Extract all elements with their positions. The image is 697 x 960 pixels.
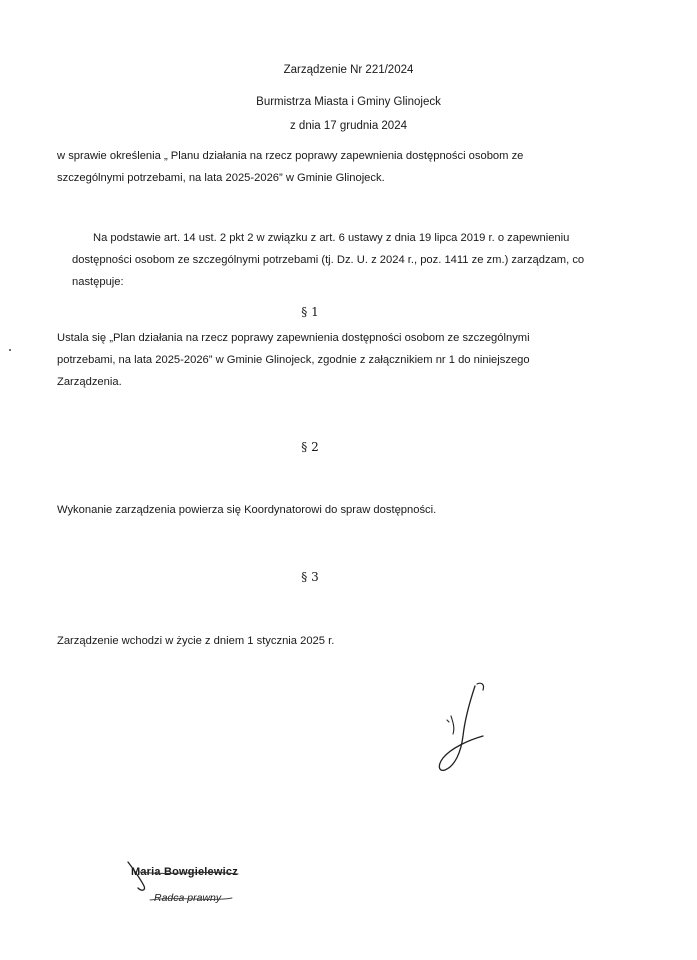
handwritten-signature-icon <box>425 678 505 778</box>
stamp-signature-icon <box>120 852 250 912</box>
section-2-text: Wykonanie zarządzenia powierza się Koordynatorowi do spraw dostępności. <box>57 504 437 516</box>
document-issuer: Burmistrza Miasta i Gminy Glinojeck <box>256 96 441 108</box>
preamble-paragraph <box>57 227 639 293</box>
subject-paragraph <box>57 145 637 189</box>
section-1-text <box>57 327 639 393</box>
subject-line-1: w sprawie określenia „ Planu działania na rzecz poprawy zapewnienia dostępności osobom ze <box>57 150 524 162</box>
stamp-role: Radca prawny <box>154 892 222 904</box>
section-3-text: Zarządzenie wchodzi w życie z dniem 1 stycznia 2025 r. <box>57 635 335 647</box>
stamp-name: Maria Bowgielewicz <box>131 866 238 878</box>
preamble-line-2: dostępności osobom ze szczególnymi potrzebami (tj. Dz. U. z 2024 r., poz. 1411 ze zm.) zarządzam, co <box>72 254 585 266</box>
section-1-symbol: § 1 <box>301 305 319 319</box>
section-1-line-3: Zarządzenia. <box>57 376 122 388</box>
section-1-line-1: Ustala się „Plan działania na rzecz poprawy zapewnienia dostępności osobom ze szczególnymi <box>57 332 530 344</box>
document-date: z dnia 17 grudnia 2024 <box>289 120 407 132</box>
section-3-symbol: § 3 <box>301 570 319 584</box>
document-title: Zarządzenie Nr 221/2024 <box>283 64 414 76</box>
section-1-line-2: potrzebami, na lata 2025-2026” w Gminie Glinojeck, zgodnie z załącznikiem nr 1 do niniejszego <box>57 354 530 366</box>
preamble-line-1: Na podstawie art. 14 ust. 2 pkt 2 w związku z art. 6 ustawy z dnia 19 lipca 2019 r. o zapewnieniu <box>93 232 570 244</box>
scan-speck <box>9 349 11 351</box>
subject-line-2: szczególnymi potrzebami, na lata 2025-2026” w Gminie Glinojeck. <box>57 172 385 184</box>
preamble-line-3: następuje: <box>72 276 124 288</box>
section-2-symbol: § 2 <box>301 440 319 454</box>
